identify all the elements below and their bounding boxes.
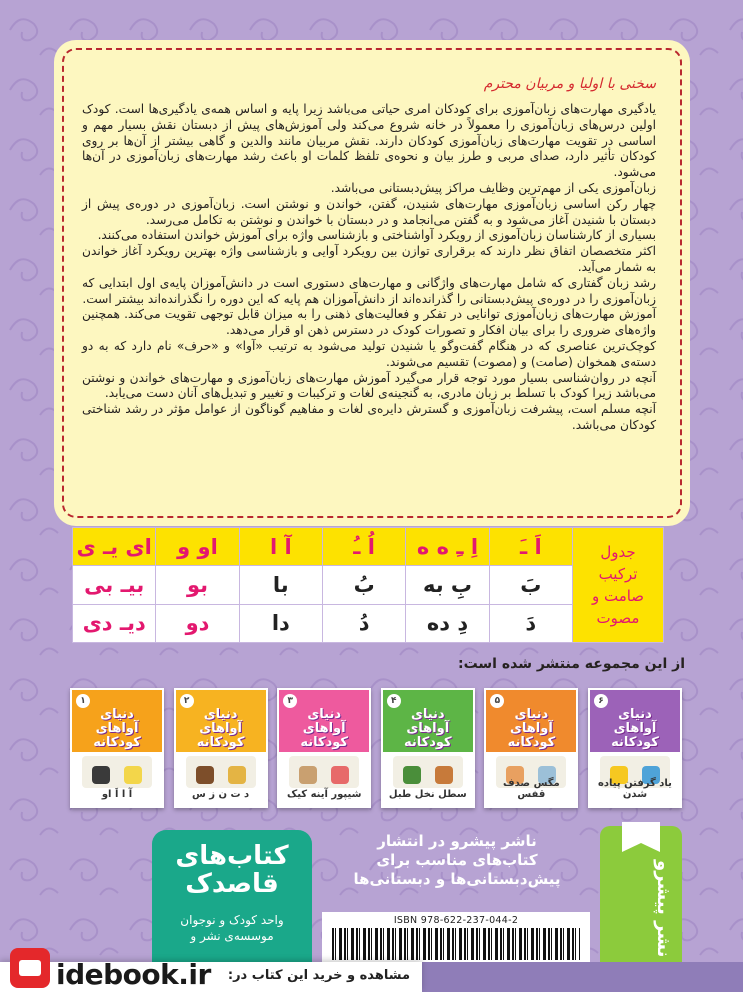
cake-icon xyxy=(289,756,359,788)
letter-combination-table xyxy=(72,527,664,643)
book-logo-text: دنیای آواهای کودکانه xyxy=(403,707,452,750)
table-cell: دَ xyxy=(489,604,572,642)
table-cell: دیـ دی xyxy=(73,604,156,642)
note-paragraph: بسیاری از کارشناسان زبان‌آموزی از رویکرد آواشناختی و بازشناسی واژه برای آموزش خواندن استفاده می‌کنند. xyxy=(97,228,656,243)
table-cell: اَ ـَ xyxy=(489,528,572,566)
book-covers-row xyxy=(70,688,682,813)
table-cell: اُ ـُ xyxy=(322,528,405,566)
book-cover-6[interactable] xyxy=(588,688,682,808)
publisher-tagline-line: ناشر پیشرو در انتشار xyxy=(377,832,537,850)
book-caption: سطل نخل طبل xyxy=(388,789,467,800)
table-cell: بِ به xyxy=(406,566,489,604)
ghasedak-subtitle xyxy=(160,912,304,944)
table-cell: دا xyxy=(239,604,322,642)
ghasedak-subtitle-line: موسسه‌ی نشر و xyxy=(190,929,274,943)
note-paragraph: آموزش مهارت‌های زبان‌آموزی توانایی در تفکر و فعالیت‌های ذهنی را به میزان قابل توجهی تقویت می‌کند. همچنین واژه‌های ضروری را برای بیان افکار و تصورات کودک در دسترس ذهن او قرار می‌دهد. xyxy=(82,307,656,338)
book-cover-2[interactable] xyxy=(174,688,268,808)
book-cover-5[interactable] xyxy=(484,688,578,808)
book-logo-text: دنیای آواهای کودکانه xyxy=(611,707,659,750)
table-cell: بو xyxy=(156,566,239,604)
table-cell: ای یـ ی xyxy=(73,528,156,566)
table-label-line: ترکیب xyxy=(598,565,638,583)
book-number: ۳ xyxy=(283,694,297,708)
book-caption: آ ا اَ او xyxy=(101,789,133,800)
book-logo-text: دنیای آواهای کودکانه xyxy=(507,707,556,750)
note-paragraph: اکثر متخصصان اتفاق نظر دارند که برقراری توازن بین رویکرد آوایی و بازشناسی واژه بهترین رویکرد آغاز خواندن به شمار می‌آید. xyxy=(82,244,656,274)
book-number: ۶ xyxy=(594,694,608,708)
table-cell: دِ ده xyxy=(406,604,489,642)
table-cell: آ ا xyxy=(239,528,322,566)
publisher-tagline xyxy=(322,832,592,889)
publisher-tagline-line: کتاب‌های مناسب برای xyxy=(376,851,538,869)
watermark-brand[interactable]: idebook.ir xyxy=(56,958,211,991)
book-caption: مگس صدف قفس xyxy=(503,778,560,800)
barcode-bars xyxy=(332,928,580,960)
table-row-vowels xyxy=(73,528,664,566)
shop-icon xyxy=(10,948,50,988)
book-logo-text: دنیای آواهای کودکانه xyxy=(93,707,141,750)
book-number: ۲ xyxy=(180,694,194,708)
note-paragraph: یادگیری مهارت‌های زبان‌آموزی برای کودکان امری حیاتی می‌باشد زیرا پایه و اساس همه‌ی یادگیری‌ها است. کودک اولین درس‌های زبان‌آموزی را معمولاً در خانه شروع می‌کند ولی آموزش‌های پیش از دبستان نقش بسیار مهم و اساسی در تقویت مهارت‌های زبان‌آموزی کودکان دارند. نقش مربیان مانند والدین و گاهی بیشتر از آن‌ها بر روی کودکان تأثیر دارد، صدای مربی و طرز بیان و نحوه‌ی تلفظ کلمات او باعث رشد مهارت‌های زبان‌آموزی در آن‌ها می‌شود. xyxy=(82,102,656,180)
table-cell: با xyxy=(239,566,322,604)
table-label-line: صامت و xyxy=(591,587,645,605)
book-number: ۱ xyxy=(76,694,90,708)
note-paragraph: آنچه مسلم است، پیشرفت زبان‌آموزی و گسترش دایره‌ی لغات و مفاهیم گوناگون از عوامل مؤثر در رشد شناختی کودکان می‌باشد. xyxy=(82,402,656,432)
book-cover-4[interactable] xyxy=(381,688,475,808)
table-cell: بیـ بی xyxy=(73,566,156,604)
note-body xyxy=(82,102,656,434)
table-cell: دُ xyxy=(322,604,405,642)
watermark-text: مشاهده و خرید این کتاب در: xyxy=(227,968,410,983)
isbn-text: ISBN 978-622-237-044-2 xyxy=(393,915,519,926)
table-cell: دو xyxy=(156,604,239,642)
table-cell: او و xyxy=(156,528,239,566)
note-paragraph: آنچه در روان‌شناسی بسیار مورد توجه قرار می‌گیرد آموزش مهارت‌های زبان‌آموزی و مهارت‌های خواندن و نوشتن می‌باشد زیرا کودک با تسلط بر زبان مادری، به گنجینه‌ی لغات و ترکیبات و تغییر و تبدیل‌های آنان دست می‌یابد. xyxy=(82,370,656,401)
flag-icon xyxy=(622,822,660,852)
book-cover-3[interactable] xyxy=(277,688,371,808)
publisher-logo-text: نشر پیشرو xyxy=(653,860,674,958)
series-note: از این مجموعه منتشر شده است: xyxy=(457,656,685,672)
book-logo-text: دنیای آواهای کودکانه xyxy=(300,707,348,750)
watermark-strip xyxy=(422,962,743,992)
table-cell: بُ xyxy=(322,566,405,604)
book-cover-1[interactable] xyxy=(70,688,164,808)
book-caption: شیپور آینه کیک xyxy=(286,789,362,800)
palm-tree-icon xyxy=(393,756,463,788)
table-cell: بَ xyxy=(489,566,572,604)
ghasedak-title: کتاب‌های قاصدک xyxy=(175,841,289,899)
note-paragraph: زبان‌آموزی یکی از مهم‌ترین وظایف مراکز پیش‌دبستانی می‌باشد. xyxy=(330,180,656,195)
pot-icon xyxy=(186,756,256,788)
parents-note-card xyxy=(62,48,682,518)
book-logo-text: دنیای آواهای کودکانه xyxy=(196,707,245,750)
table-cell: اِ ـِ ه ه xyxy=(406,528,489,566)
book-caption: یاد گرفتن پیاده شدن xyxy=(598,778,672,800)
ghasedak-subtitle-line: واحد کودک و نوجوان xyxy=(180,913,284,927)
note-paragraph: چهار رکن اساسی زبان‌آموزی مهارت‌های شنیدن، گفتن، خواندن و نوشتن است. زبان‌آموزی در دوره‌ی پیش از دبستان با شنیدن آغاز می‌شود و به گفتن می‌انجامد و در دبستان با خواندن و نوشتن به تکامل می‌رسد. xyxy=(82,196,656,227)
book-number: ۴ xyxy=(387,694,401,708)
table-label-line: جدول xyxy=(600,543,636,561)
note-paragraph: کوچک‌ترین عناصری که در هنگام گفت‌وگو یا شنیدن تولید می‌شود به ترتیب «آوا» و «حرف» نام دارد که به دو دسته‌ی همخوان (صامت) و (مصوت) تقسیم می‌شوند. xyxy=(82,338,656,369)
back-cover-footer xyxy=(0,820,743,990)
publisher-logo xyxy=(600,826,682,976)
letters-icon xyxy=(82,756,152,788)
book-number: ۵ xyxy=(490,694,504,708)
table-label xyxy=(573,528,664,643)
watermark-banner[interactable] xyxy=(0,958,422,992)
book-caption: د ت ن ز س xyxy=(191,789,250,800)
note-title: سخنی با اولیا و مربیان محترم xyxy=(483,76,656,92)
table-label-line: مصوت xyxy=(596,609,640,627)
publisher-tagline-line: پیش‌دبستانی‌ها و دبستانی‌ها xyxy=(353,870,561,888)
note-paragraph: رشد زبان گفتاری که شامل مهارت‌های واژگانی و مهارت‌های دستوری است در دانش‌آموزان پایه‌ی اول ابتدایی که زبان‌آموزی را در دوره‌ی پیش‌دبستانی را گذرانده‌اند از دانش‌آموزان هم پایه که این دوره را نگذرانده‌اند بیشتر است. xyxy=(82,275,656,306)
